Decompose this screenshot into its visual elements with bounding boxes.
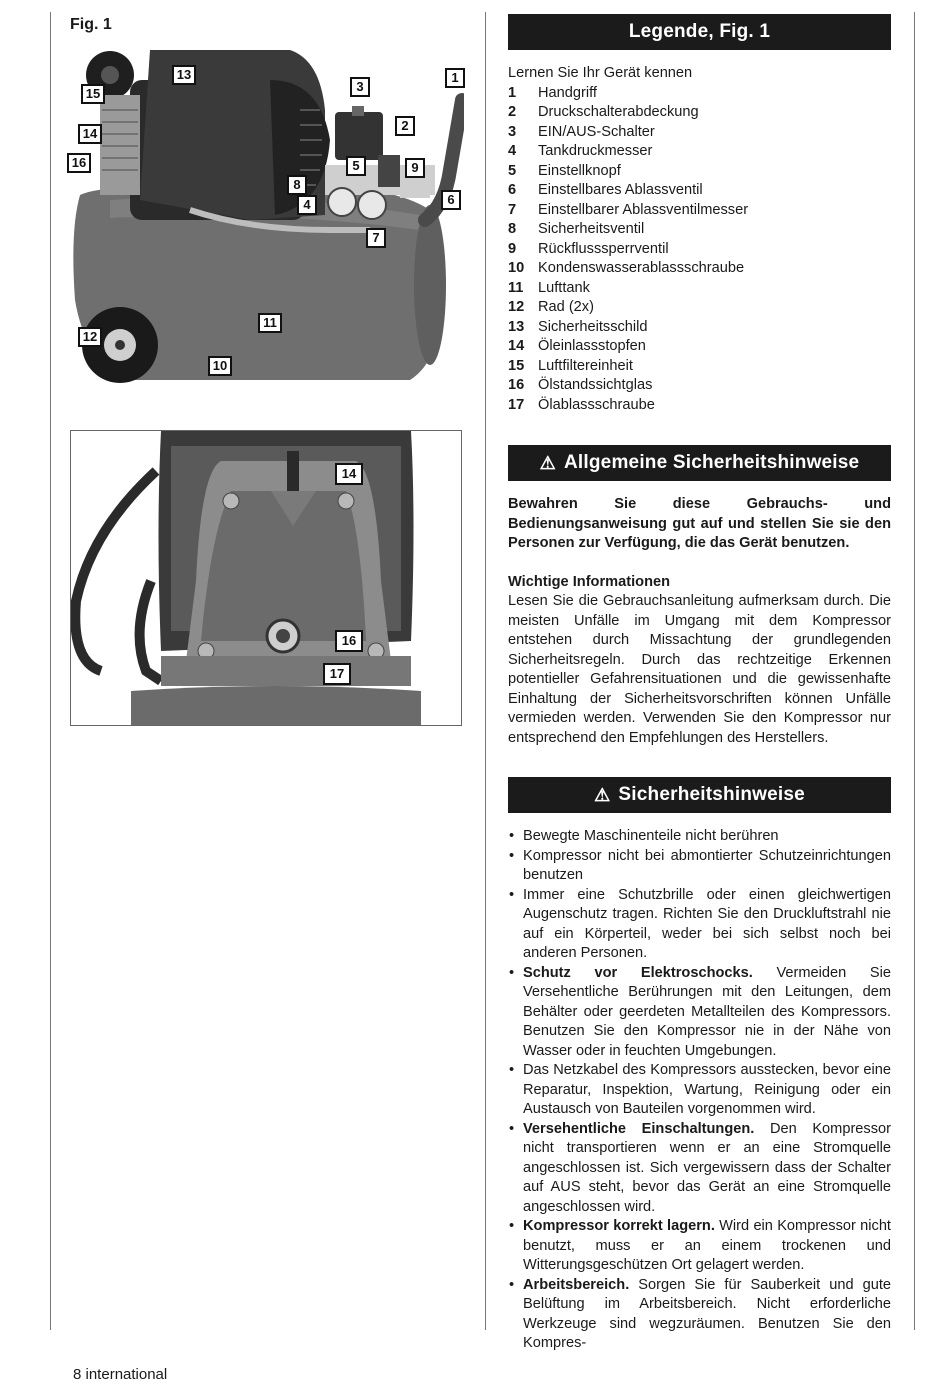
callout-17-detail: 17	[323, 663, 351, 685]
callout-6: 6	[441, 190, 461, 210]
legend-item	[508, 123, 891, 143]
safety-bullet-text: Den Kompressor nicht transportieren wenn er an eine Stromquelle angeschlossen ist. Sich vergewissern dass der Schalter auf AUS steht, bevor das Gerät an eine Stromquelle angeschlossen wird.	[523, 1120, 891, 1215]
legend-item-label: Sicherheitsschild	[538, 318, 648, 335]
legend-section	[508, 64, 891, 415]
legend-item-label: EIN/AUS-Schalter	[538, 123, 655, 140]
safety-bullet	[508, 827, 891, 847]
legend-header	[508, 14, 891, 50]
safety-bullet-lead: Arbeitsbereich.	[523, 1276, 630, 1293]
legend-item-label: Luftfiltereinheit	[538, 357, 633, 374]
callout-2: 2	[395, 116, 415, 136]
column-divider-rule	[485, 12, 486, 1330]
legend-item-number: 3	[508, 123, 517, 140]
legend-item	[508, 142, 891, 162]
legend-item	[508, 337, 891, 357]
safety-title: Sicherheitshinweise	[618, 784, 805, 805]
callout-7: 7	[366, 228, 386, 248]
callout-14: 14	[78, 124, 102, 144]
callout-14-detail: 14	[335, 463, 363, 485]
legend-item-label: Druckschalterabdeckung	[538, 104, 699, 120]
compressor-photo	[70, 40, 464, 385]
important-info-body: Lesen Sie die Gebrauchsanleitung aufmerksam durch. Die meisten Unfälle im Umgang mit dem Kompressor entstehen durch Missachtung der grundlegenden Sicherheitsregeln. Durch das rechtzeitige Erkennen potentieller Gefahrensituationen und die gewissenhafte Einhaltung der Sicherheitsvorschriften können Unfälle vermieden werden. Verwenden Sie den Kompressor nur entsprechend den Empfehlungen des Herstellers.	[508, 593, 891, 746]
legend-item	[508, 259, 891, 279]
legend-item-label: Rad (2x)	[538, 299, 594, 315]
right-margin-rule	[914, 12, 915, 1330]
legend-title: Legende, Fig. 1	[628, 21, 771, 42]
legend-item-number: 13	[508, 318, 525, 335]
callout-15: 15	[81, 84, 105, 104]
page-footer: 8 international	[73, 1366, 168, 1383]
legend-item-label: Einstellbarer Ablassventilmesser	[538, 201, 749, 218]
legend-item-number: 17	[508, 396, 525, 413]
left-margin-rule	[50, 12, 51, 1330]
legend-item-number: 6	[508, 182, 517, 198]
callout-12: 12	[78, 327, 102, 347]
general-safety-title: Allgemeine Sicherheitshinweise	[564, 452, 860, 473]
safety-bullet	[508, 1120, 891, 1218]
compressor-illustration	[70, 40, 464, 385]
callout-8: 8	[287, 175, 307, 195]
safety-bullet	[508, 1276, 891, 1354]
callout-11: 11	[258, 313, 282, 333]
legend-item-number: 12	[508, 299, 525, 315]
safety-bullet-text: Bewegte Maschinenteile nicht berühren	[523, 828, 779, 844]
callout-1: 1	[445, 68, 465, 88]
legend-item-label: Öleinlassstopfen	[538, 338, 646, 354]
legend-item-label: Einstellbares Ablassventil	[538, 182, 703, 198]
safety-bullet	[508, 1061, 891, 1120]
legend-item	[508, 279, 891, 299]
safety-bullet-text: Vermeiden Sie Versehentliche Berührungen mit den Leitungen, dem Behälter oder geerdeten Metallteilen des Kompressors. Benutzen Sie den Kompressor nie in der Nähe von Wasser oder in feuchten Umgebungen.	[523, 964, 891, 1059]
general-intro: Bewahren Sie diese Gebrauchs- und Bedienungsanweisung gut auf und stellen Sie sie den Personen zur Verfügung, die das Gerät benutzen.	[508, 496, 891, 551]
legend-item-label: Ölablassschraube	[538, 396, 655, 413]
legend-item	[508, 357, 891, 377]
legend-item-label: Rückflusssperrventil	[538, 240, 669, 257]
legend-item-number: 9	[508, 240, 517, 257]
safety-bullet-text: Wird ein Kompressor nicht benutzt, muss er an einem trockenen und Witterungsgeschützen Ort gelagert werden.	[523, 1218, 891, 1273]
important-info-heading: Wichtige Informationen	[508, 573, 671, 590]
legend-item-label: Lufttank	[538, 279, 590, 296]
safety-bullet	[508, 847, 891, 886]
safety-bullet-lead: Kompressor korrekt lagern.	[523, 1218, 715, 1234]
legend-item-label: Sicherheitsventil	[538, 221, 645, 237]
legend-item-label: Tankdruckmesser	[538, 143, 653, 159]
legend-list	[508, 84, 891, 416]
general-safety-section	[508, 495, 891, 748]
legend-item-number: 10	[508, 260, 525, 276]
legend-item-number: 1	[508, 84, 517, 101]
legend-item-number: 15	[508, 357, 525, 374]
callout-16-detail: 16	[335, 630, 363, 652]
safety-bullet	[508, 1217, 891, 1276]
callout-13: 13	[172, 65, 196, 85]
legend-item	[508, 376, 891, 396]
legend-item-number: 2	[508, 104, 517, 120]
safety-bullet	[508, 886, 891, 964]
figure-label: Fig. 1	[70, 16, 112, 33]
safety-bullet-text: Kompressor nicht bei abmontierter Schutzeinrichtungen benutzen	[523, 847, 891, 883]
safety-section	[508, 827, 891, 1354]
general-safety-header	[508, 445, 891, 481]
callout-4: 4	[297, 195, 317, 215]
legend-item-number: 8	[508, 221, 517, 237]
safety-bullet	[508, 964, 891, 1062]
warning-triangle-icon: ⚠	[539, 452, 556, 473]
legend-item-number: 5	[508, 162, 517, 179]
safety-bullet-text: Immer eine Schutzbrille oder einen gleichwertigen Augenschutz tragen. Richten Sie den Druckluftstrahl nie auf ein Körperteil, weder bei sich selbst noch bei anderen Personen.	[523, 886, 891, 961]
legend-item	[508, 181, 891, 201]
pump-detail-photo	[70, 430, 462, 726]
legend-item	[508, 298, 891, 318]
legend-item	[508, 240, 891, 260]
legend-item-label: Ölstandssichtglas	[538, 377, 653, 393]
legend-item	[508, 162, 891, 182]
safety-bullet-list	[508, 827, 891, 1354]
legend-item	[508, 103, 891, 123]
callout-9: 9	[405, 158, 425, 178]
safety-bullet-lead: Schutz vor Elektroschocks.	[523, 964, 753, 981]
safety-bullet-text: Das Netzkabel des Kompressors ausstecken, bevor eine Reparatur, Inspektion, Wartung, Reinigung oder ein Austausch von Bauteilen vorgenommen wird.	[523, 1062, 891, 1117]
legend-item-number: 4	[508, 143, 517, 159]
legend-item-number: 7	[508, 201, 517, 218]
legend-item-number: 16	[508, 377, 525, 393]
legend-item-number: 14	[508, 338, 525, 354]
legend-item-number: 11	[508, 279, 524, 296]
legend-item-label: Handgriff	[538, 84, 597, 101]
legend-intro: Lernen Sie Ihr Gerät kennen	[508, 65, 693, 81]
safety-header	[508, 777, 891, 813]
legend-item	[508, 318, 891, 338]
callout-5: 5	[346, 156, 366, 176]
safety-bullet-lead: Versehentliche Einschaltungen.	[523, 1120, 755, 1137]
legend-item	[508, 220, 891, 240]
warning-triangle-icon: ⚠	[594, 784, 611, 805]
legend-item	[508, 84, 891, 104]
legend-item	[508, 201, 891, 221]
callout-3: 3	[350, 77, 370, 97]
pump-detail-illustration	[71, 431, 462, 726]
legend-item-label: Kondenswasserablassschraube	[538, 260, 745, 276]
safety-bullet-text: Sorgen Sie für Sauberkeit und gute Belüftung im Arbeitsbereich. Nicht erforderliche Werkzeuge sind wegzuräumen. Benutzen Sie den Kompres-	[523, 1276, 891, 1351]
legend-item	[508, 396, 891, 416]
callout-16: 16	[67, 153, 91, 173]
callout-10: 10	[208, 356, 232, 376]
legend-item-label: Einstellknopf	[538, 162, 621, 179]
